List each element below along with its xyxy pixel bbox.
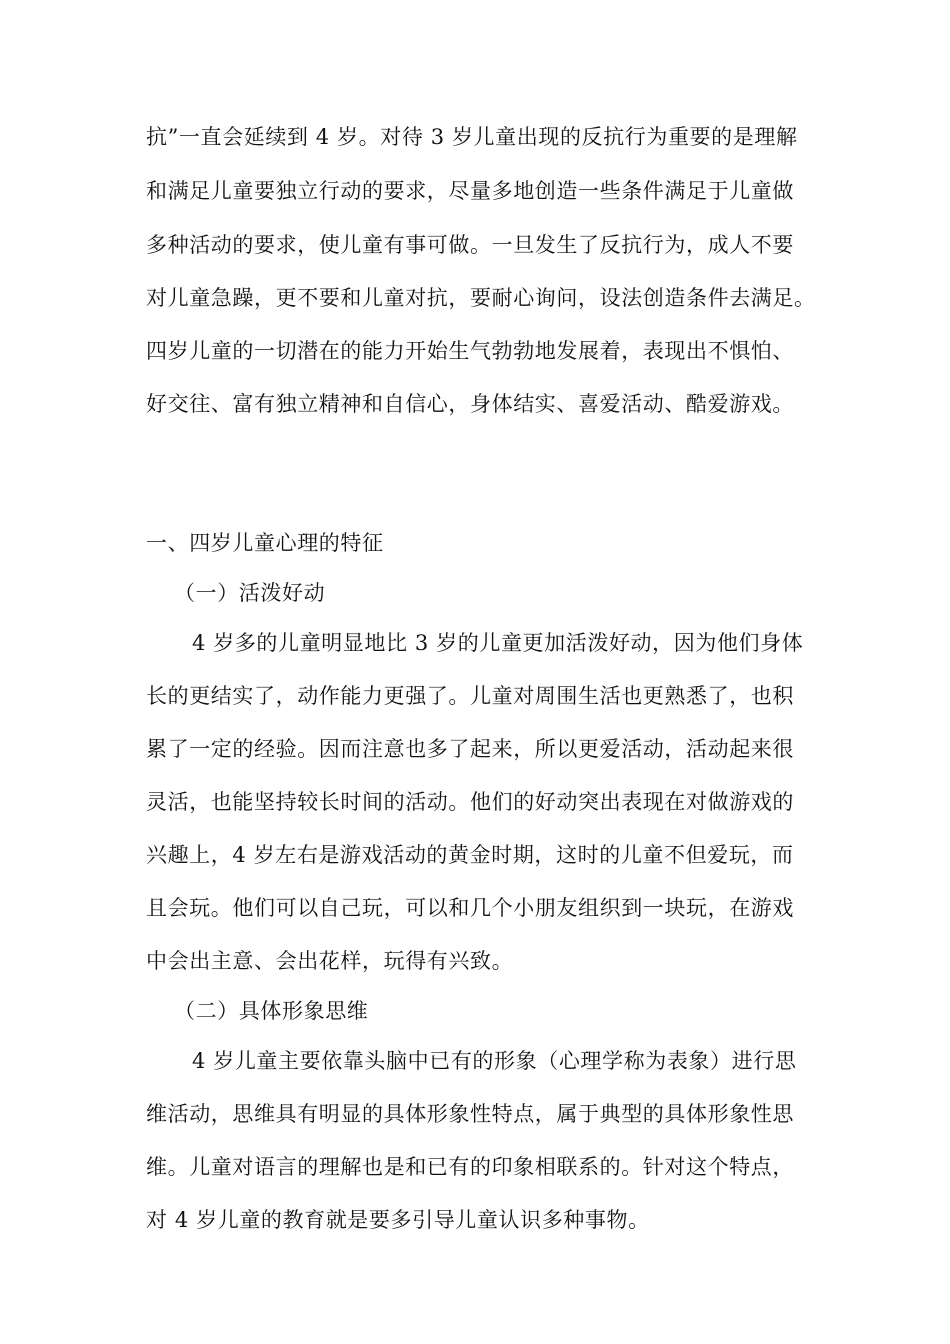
paragraph-line: 中会出主意、会出花样，玩得有兴致。 [146,949,514,973]
subsection-heading: （二）具体形象思维 [174,999,369,1023]
paragraph-line: 兴趣上，4 岁左右是游戏活动的黄金时期，这时的儿童不但爱玩，而 [146,843,794,867]
paragraph-line: 抗”一直会延续到 4 岁。对待 3 岁儿童出现的反抗行为重要的是理解 [146,125,798,149]
paragraph-line: 四岁儿童的一切潜在的能力开始生气勃勃地发展着，表现出不惧怕、 [146,339,794,363]
paragraph-line: 4 岁儿童主要依靠头脑中已有的形象（心理学称为表象）进行思 [192,1049,797,1073]
paragraph-line: 多种活动的要求，使儿童有事可做。一旦发生了反抗行为，成人不要 [146,233,794,257]
paragraph-line: 对儿童急躁，更不要和儿童对抗，要耐心询问，设法创造条件去满足。 [146,286,816,310]
paragraph-line: 维活动，思维具有明显的具体形象性特点，属于典型的具体形象性思 [146,1102,794,1126]
paragraph-line: 和满足儿童要独立行动的要求，尽量多地创造一些条件满足于儿童做 [146,179,794,203]
paragraph-line: 维。儿童对语言的理解也是和已有的印象相联系的。针对这个特点， [146,1155,794,1179]
paragraph-line: 好交往、富有独立精神和自信心，身体结实、喜爱活动、酷爱游戏。 [146,392,794,416]
section-heading: 一、四岁儿童心理的特征 [146,531,384,555]
paragraph-line: 灵活，也能坚持较长时间的活动。他们的好动突出表现在对做游戏的 [146,790,794,814]
paragraph-line: 对 4 岁儿童的教育就是要多引导儿童认识多种事物。 [146,1208,650,1232]
paragraph-line: 且会玩。他们可以自己玩，可以和几个小朋友组织到一块玩，在游戏 [146,896,794,920]
paragraph-line: 长的更结实了，动作能力更强了。儿童对周围生活也更熟悉了，也积 [146,684,794,708]
paragraph-line: 4 岁多的儿童明显地比 3 岁的儿童更加活泼好动，因为他们身体 [192,631,804,655]
paragraph-line: 累了一定的经验。因而注意也多了起来，所以更爱活动，活动起来很 [146,737,794,761]
subsection-heading: （一）活泼好动 [174,581,326,605]
